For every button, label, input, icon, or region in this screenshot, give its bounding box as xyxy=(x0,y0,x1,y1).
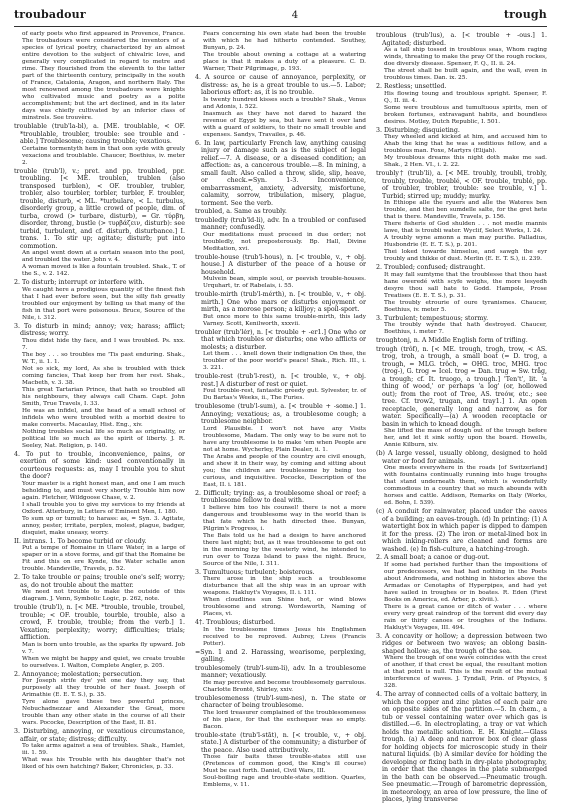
left-column xyxy=(14,31,185,777)
quotation: Nothing troubles social life so much as originality, or political life so much as the spirit of liberty. J. R. Seeley, Nat. Religion, p. 140. xyxy=(22,428,185,449)
dictionary-entry: troublous (trub'lus), a. [< trouble + -ous.] 1. Agitated; disturbed. xyxy=(376,32,547,47)
quotation: Foul trouble-rest, fantastic greedy gut. Sylvester, tr. of Du Bartas's Weeks, ii., The Furies. xyxy=(203,388,366,401)
dictionary-entry: 2. Restless; unsettled. xyxy=(376,83,447,90)
header-rule xyxy=(14,26,547,27)
quotation: He may perceive and become troublesomely garrulous. Charlotte Brontë, Shirley, xxiv. xyxy=(203,679,366,693)
dictionary-entry: 2. To disturb; interrupt or interfere with. xyxy=(14,279,145,286)
quotation: My troublous dreams this night doth make me sad. Shak., 2 Hen. VI., i. 2. 22. xyxy=(384,155,547,168)
quotation: Tyre alone gave these two powerful princes, Nebuchadnezzar and Alexander the Great, more trouble than any other state in the course of all their wars. Pococke, Description of the East, II. 81. xyxy=(22,699,185,726)
quotation: He was an infidel, and the head of a small school of infidels who were troubled with a morbid desire to make converts. Macaulay, Hist. Eng., xiv. xyxy=(22,407,185,428)
quotation: Thei loked towarde himselue, and sawgh the eyr troubly and thikke of dust. Merlin (E. E. T. S.), ii. 239. xyxy=(384,249,547,262)
dictionary-entry: 4. To put to trouble, inconvenience, pains, or exertion of some kind: used conventionally in courteous requests: as, may I trouble you to shut the door? xyxy=(14,450,185,480)
right-column xyxy=(376,31,547,803)
quotation: If some had perished further than the impositions of our predecessors, we had had nothing in the Poets about Andromeda, and nothing in histories above the Armadas or Cenotaphs of Hyperpipes, and had yet have sailed in troughes or in boates. R. Eden (First Books on America, ed. Arber, p. xlviii.). xyxy=(384,561,547,603)
quotation: In the troublesome times Jesus his Englishmen received to be reproved. Aubrey, Lives (Francis Potter). xyxy=(203,626,366,647)
dictionary-entry: trouble-house (trub'l-hous), n. [< trouble, v., + obj. house.] A disturber of the peace of a house or household. xyxy=(195,253,366,276)
quotation: Mulvein bean, simple soul, or peevish trouble-houses. Urquhart, tr. of Rabelais, i. 55. xyxy=(203,276,366,289)
dictionary-entry: trouble-mirth (trub'l-mérth), n. [< trouble, v., + obj. mirth.] One who mars or disturbs enjoyment or mirth, as a morose person; a killjoy; a spoil-sport. xyxy=(195,291,366,313)
quotation: Our meditations must proceed in due order; not troubledly, not preposterously. Bp. Hall, Divine Meditation, xvi. xyxy=(203,231,366,252)
left-guide-word: troubadour xyxy=(14,8,86,21)
dictionary-entry: =Syn. 1 and 2. Harassing, wearisome, perplexing, galling. xyxy=(195,648,366,663)
dictionary-entry: 6. In law, particularly French law, anything causing injury or damage such as is the subject of legal relief.—7. A disease, or a diseased condition; an affection: as, a cancerous trouble.—8. In mining, a small fault. Also called a throw, slide, slip, heave, or check.=Syn. 1-3. Inconvenience, embarrassment, anxiety, adversity, misfortune, calamity, sorrow, tribulation, misery, plague, torment. See the verb. xyxy=(195,139,366,207)
dictionary-entry: trouble-rest (trub'l-rest), n. [< trouble, v., + obj. rest.] A disturber of rest or quiet. xyxy=(195,373,366,388)
quotation: When cloudlines sun Shine hot, or wind blows troublesome and strong. Wordsworth, Naming of Places, vi. xyxy=(203,597,366,617)
quotation: A woman moved is like a fountain troubled. Shak., T. of the S., v. 2. 142. xyxy=(22,264,185,277)
dictionary-entry: troughtonj, n. A Middle English form of trifling. xyxy=(376,337,528,344)
quotation: I believe him too his counsel! there is not a more dangerous and troublesome way in the world than is that fate which he hath directed thee. Bunyan, Pilgrim's Progress, i. xyxy=(203,504,366,532)
quotation: Inasmuch as they have not dared to hazard the revenue of Egypt by sea, but have sent it over land with a guard of soldiers, to their no small trouble and expenses. Sandys, Travailes, p. 46. xyxy=(203,110,366,138)
dictionary-entry: troubler (trub'lėr), n. [< trouble + -er1.] One who or that which troubles or disturbs; one who afflicts or molests; a disturber. xyxy=(195,328,366,351)
quotation: Is twenty hundred kisses such a trouble? Shak., Venus and Adonis, l. 522. xyxy=(203,96,366,110)
dictionary-entry: 3. A concavity or hollow; a depression between two ridges or between two waves; an oblong basin-shaped hollow: as, the trough of the sea. xyxy=(376,632,547,655)
dictionary-entry: troubledly (trub'ld-li), adv. In a troubled or confused manner; confusedly. xyxy=(195,216,366,231)
quotation: When we might be happy and quiet, we create trouble to ourselves. I. Walton, Complete Angler, p. 205. xyxy=(22,655,185,669)
dictionary-entry: 3. To disturb in mind; annoy; vex; harass; afflict; distress; worry. xyxy=(14,322,185,337)
quotation: It may fall sumtyme that the troublesse that thou hast hane oweredé with scyfe weighs, the more lesyedh desyre thou sall hate to Godd. Hampole, Prose Treatises (E. E. T. S.), p. 31. xyxy=(384,271,547,299)
quotation: The lord treasurer complained of the troublesomeness of his place, for that the exchequer was so empty. Bacon. xyxy=(203,709,366,730)
dictionary-entry: troublesomeness (trub'l-sum-nes), n. The state or character of being troublesome. xyxy=(195,694,366,709)
dictionary-entry: trough (trôf), n. [< ME. trough, trogh, trow, < AS. trog, troh, a trough, a small boat (= D. trog, a trough, = MLG. trôch, = OHG. troc, MHG. troc (trog-), G. trog = Icel. trog = Dan. trug = Sw. tråg, a trough; cf. It. truogo, a trough.] 'Ten't', lit. 'a thing of wood,' or perhaps 'a log' (or, hollowed out); from the root of Tree, AS. treów, etc.; see tree. Cf. trow2, trugan, and tray1.] 1. An open receptacle, generally long and narrow, as for water. Specifically—(a) A wooden receptacle or basin in which to knead dough. xyxy=(376,345,547,428)
text-columns xyxy=(14,31,547,803)
quotation: As a tall ship tossed in troublous seas, Whom raging winds, threating to make the pray Of the rough rockes, doe diversly disease. Spenser, F. Q., II. ii. 24. xyxy=(384,47,547,67)
quotation: His flowing toung and troublous spright. Spenser, F. Q., II. iii. 4. xyxy=(384,90,547,104)
dictionary-entry: (c) A conduit for rainwater, placed under the eaves of a building; an eaves-trough. (d) In printing: (1) A watertight box in which paper is dipped to dampen it for the press. (2) The iron or metal-lined box in which inking-rollers are cleaned and forms are washed. (e) In fish-culture, a hatching-trough. xyxy=(376,508,547,553)
quotation: Put a tempe of Romaine in Ulare Water, in a large of spaper or in a stove forms, and gif that the Romaine be Fit and this on ere Kynde, the Water schalle anon trouble. Mandeville, Travels, p. 52. xyxy=(22,545,185,572)
dictionary-entry: 2. Difficult; trying: as, a troublesome shoal or reef; a troublesome fellow to deal with. xyxy=(195,489,366,504)
quotation: An angel went down at a certain season into the pool, and troubled the water. John v. 4. xyxy=(22,250,185,263)
page-header xyxy=(14,8,547,22)
quotation: Not so sick, my lord, As she is troubled with thick coming fancies, That keep her from her rest. Shak., Macbeth, v. 3. 38. xyxy=(22,365,185,386)
quotation: The troubly etrourie of oure tyranismes. Chaucer, Boethius, iv. meter 5. xyxy=(384,299,547,313)
quotation: The Bais told us he had a design to have anchored there last night; but, as it was troublesome to get out in the morning by the westerly wind, he intended to run over to Tozza Island to pass the night. Bruce, Source of the Nile, I. 311. xyxy=(203,532,366,567)
quotation: For Joseph strife dye' yet one day they say, that purposely all they trouble of her feast. Joseph of Arimathie (E. E. T. S.), p. 35. xyxy=(22,678,185,698)
quotation: Certaine tormentyth hem in that oon syde with greuly vexacions and troublable. Chaucer, Boethius, iv. meter 2. xyxy=(22,145,185,166)
quotation: To sum up or tumult; to harass: as, = Syn. 3. Agitate, annoy, pester, irritate, perplex, molest, plague, badger, disquiet, make uneasy, worry. xyxy=(22,515,185,536)
quotation: The boy . . . so troubles me 'Tis past enduring. Shak., W. T., ii. 1. 1. xyxy=(22,351,185,365)
middle-column xyxy=(195,31,366,788)
quotation: But once more to this same trouble-mirth, this lady Varney. Scott, Kenilworth, xxxvii. xyxy=(203,313,366,327)
quotation: Fears concerning his own state had been the trouble with which he had hitherto contended. Southey, Bunyan, p. 24. xyxy=(203,31,366,51)
dictionary-entry: 4. The array of connected cells of a voltaic battery, in which the copper and zinc plates of each pair are on opposite sides of the partition.—5. In chem., a tub or vessel containing water over which gas is distilled.—6. In electroplating, a tray or vat which holds the metallic solution. E. H. Knight.—Glass trough. (a) A deep and narrow box of clear glass for holding objects for microscopic study in their natural liquids. (b) A similar device for holding the developing or fixing bath in dry-plate photography, in order that the changes in the plate submerged in the bath can be observed.—Pneumatic trough. See pneumatic.—Trough of barometric depression, in meteorology, an area of low pressure, the line of places, lying transverse xyxy=(376,691,547,803)
quotation: This great Tartarian Prince, that hath so troubled all his neighbours, they always call Cham. Capt. John Smith, True Travels, I. 33. xyxy=(22,386,185,407)
quotation: I shall trouble you to give my services to my friends at Oxford. Atterbury, in Letters of Eminent Men, I. 180. xyxy=(22,501,185,515)
page-number: 4 xyxy=(291,10,299,21)
dictionary-entry: 2. To take trouble or pains; trouble one's self; worry; as, do not trouble about the matter. xyxy=(14,574,185,589)
quotation: Soul-boiling rage and trouble-state sedition. Quarles, Emblems, v. 11. xyxy=(203,775,366,788)
dictionary-entry: II. intrans. 1. To become turbid or cloudy. xyxy=(14,537,147,545)
quotation: We caught here a prodigious quantity of the finest fish that I had ever before seen, but the silly fish greatly troubled our enjoyment by telling us that many of the fish in that port were poisonous. Bruce, Source of the Nile, i. 312. xyxy=(22,286,185,321)
quotation: Man is born unto trouble, as the sparks fly upward. Job v. 7. xyxy=(22,641,185,655)
dictionary-entry: troubled, a. Same as troubly. xyxy=(195,208,287,215)
right-guide-word: trough xyxy=(503,8,547,21)
dictionary-entry: troublable (trub'la-bl), a. [ME. troublable, < OF. *troublable, troubler, trouble: see trouble and -able.] Troublesome; causing trouble; vexatious. xyxy=(14,123,185,145)
quotation: Those fair baits these trouble-states still use (Pretences of common good, the King's ill course) Must be cast forth. Daniel, Civil Wars, III. xyxy=(203,754,366,774)
dictionary-entry: 3. Disturbing, annoying, or vexatious circumstance, affair, or state; distress; difficulty. xyxy=(14,728,185,743)
dictionary-entry: troubly† (trub'li), a. [< ME. troubly, troubli, trobly, troubly, trouble, troublé, < OF. trouble, trublé, pp. of troubler, trobler, trouble: see trouble, v.] 1. Turbid; stirred up; muddy; murky. xyxy=(376,170,547,200)
dictionary-entry: 4†. Troublous; disturbed. xyxy=(195,619,276,626)
quotation: Thou didst hide thy face, and I was troubled. Ps. xxx. 7. xyxy=(22,337,185,351)
dictionary-entry: trouble (trub'l), n. [< ME. *trouble, trouble, troubel, trouble; < OF. trouble, tourble, trouble, also a crowd, F. trouble, trouble; from the verb.] 1. Vexation; perplexity; worry; difficulties; trials; affliction. xyxy=(14,604,185,641)
dictionary-entry: 4. A source or cause of annoyance, perplexity, or distress: as, he is a great trouble to us.—5. Labor; laborious effort: as, it is no trouble. xyxy=(195,74,366,96)
quotation: A troubly wyne amonn a man may purifie. Palladius, Husbondrie (E. E. T. S.), p. 201. xyxy=(384,235,547,248)
quotation: She lifted the mass of dough out of the trough before her, and let it sink softly upon the board. Howells, Annie Kilburn, xiv. xyxy=(384,428,547,448)
dictionary-entry: troublesomely (trub'l-sum-li), adv. In a troublesome manner; vexatiously. xyxy=(195,664,366,679)
dictionary-entry: trouble-state (trub'l-stāt), n. [< trouble, v., + obj. state.] A disturber of the community; a disturber of the peace. Also used attributively. xyxy=(195,731,366,754)
quotation: They wheeled and kicked at him, and accused him to Ahab the king that he was a seditious fellow, and a troublous man. Foxe, Martyrs (Elijah). xyxy=(384,134,547,154)
quotation: of early poets who first appeared in Provence, France. The troubadours were considered the inventors of a species of lyrical poetry, characterized by an almost entire devotion to the subject of chivalric love, and generally very complicated in regard to metre and rime. They flourished from the eleventh to the latter part of the thirteenth century, principally in the south of France, Catalonia, Aragon, and northern Italy. The most renowned among the troubadours were knights who cultivated music and poetry as a polite accomplishment; but the art declined, and in its later days was chiefly cultivated by an inferior class of minstrels. See trouvère. xyxy=(22,31,185,121)
quotation: There arose in the ship such a troublesome disturbance that all the ship was in an uproar with weapons. Hakluyt's Voyages, II. i. 111. xyxy=(203,576,366,596)
dictionary-entry: 3. Disturbing; disquieting. xyxy=(376,126,460,134)
dictionary-entry: 3. Turbulent; tempestuous; stormy. xyxy=(376,314,489,322)
quotation: Your master is a right honest man, and one I am much beholding to, and must very shortly Trouble him now again. Fletcher, Wildgoose Chase, v. 2. xyxy=(22,480,185,501)
quotation: Where the trough of one wave coincides with the crest of another, if that crest be equal, the resultant motion at that point is null. This is the result of the mutual interference of waves. J. Tyndall, Prin. of Physics, § 328. xyxy=(384,655,547,689)
dictionary-entry: 3. Tumultuous; turbulent; boisterous. xyxy=(195,568,315,576)
quotation: To take arms against a sea of troubles. Shak., Hamlet, iii. 1. 59. xyxy=(22,743,185,756)
quotation: The Arabs and people of the country are civil enough, and shew it in their way, by coming and sitting about you; the children are troublesome by being too curious, and inquisitive. Pococke, Description of the East, II. i. 181. xyxy=(203,453,366,488)
quotation: There is a great canoe or ditch of water . . . where every very great raindrop of the torrent did every day rain or thirty canoes or troughes of the Indians. Hakluyt's Voyages, III. 494. xyxy=(384,603,547,631)
quotation: One meets everywhere in the roads [of Switzerland] with fountains continually running into huge troughs that stand underneath them, which is wonderfully commodious in a country that so much abounds with horses and cattle. Addison, Remarks on Italy (Works, ed. Bohn, I. 539). xyxy=(384,465,547,506)
quotation: There fisheris of God shulden . . . not medle mannis lawe, that is troubli water. Wyclif, Select Works, I. 24. xyxy=(384,221,547,234)
quotation: Lord Plausible. I won't not have any Visits troublesome, Madam. The only way to be sure not to have any troublesome is to make 'em when People are not at home. Wycherley, Plain Dealer, ii. 1. xyxy=(203,425,366,453)
quotation: The troubly wynde that hath destroyed. Chaucer, Boethius, i. meter 7. xyxy=(384,322,547,335)
dictionary-entry: troublesome (trub'l-sum), a. [< trouble + -some.] 1. Annoying; vexatious; as, a troublesome cough; a troublesome neighbor. xyxy=(195,403,366,425)
dictionary-entry: trouble (trub'l), v.; pret. and pp. troubled, ppr. troubling. [< ME. troublen, trublen (also transposed turblen), < OF. troubler, trubler, trobler, also tourbler, torbler, turbler, F. troubler, trouble, disturb, < ML. *turbulare, < L. turbulus, disorderly group, a little crowd of people, dim. of turba, crowd (> turbare, disturb), = Gr. τύρβη, disorder, throng, bustle (> τυρβάζειν, disturb): see turbid, turbulent, and cf. disturb, disturbance.] I. trans. 1. To stir up; agitate; disturb; put into commotion. xyxy=(14,167,185,250)
dictionary-entry: 2. A small boat; a canoe or dug-out. xyxy=(376,554,490,561)
quotation: Let them . . . knell down their indignation On thee, the troubler of the poor world's peace! Shak., Rich. III., i. 3. 221. xyxy=(203,351,366,371)
quotation: We need not trouble to make the outside of this diagram. J. Venn, Symbolic Logic, p. 262, note. xyxy=(22,589,185,602)
quotation: In Ethiope alle the ryuers and alle the Wateres ben trouble, and thei ben sumdelle salte, for the gret hete that is there. Mandeville, Travels, p. 156. xyxy=(384,200,547,220)
quotation: The trouble about owning a cottage at a watering place is that it makes a duty of a pleasure. C. D. Warner, Their Pilgrimage, p. 193. xyxy=(203,52,366,72)
dictionary-entry: 2. Annoyance; molestation; persecution. xyxy=(14,670,143,678)
quotation: The street shall be built again, and the wall, even in troublous times. Dan. ix. 25. xyxy=(384,68,547,81)
quotation: Some were troublous and tumultuous spirits, men of broken fortunes, extravagant habits, and boundless desires. Motley, Dutch Republic, I. 501. xyxy=(384,104,547,125)
dictionary-entry: 2. Troubled; confused; distraught. xyxy=(376,264,486,271)
dictionary-entry: (b) A large vessel, usually oblong, designed to hold water or food for animals. xyxy=(376,450,547,465)
quotation: What was his Trouble with his daughter that's not liked of his own hatching? Baker, Chronicles, p. 33. xyxy=(22,757,185,770)
